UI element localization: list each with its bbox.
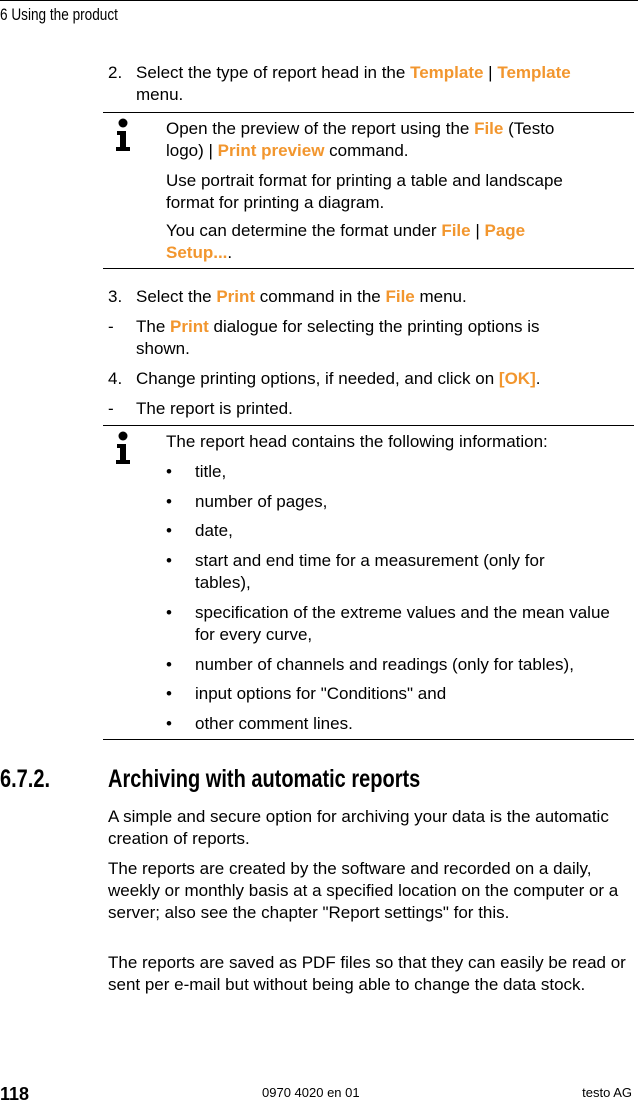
company-name: testo AG — [582, 1085, 632, 1100]
menu-template: Template — [410, 63, 484, 82]
note-rule-bottom — [103, 268, 634, 269]
info-icon — [113, 118, 133, 152]
menu-file: File — [441, 221, 471, 240]
info-icon — [113, 431, 133, 465]
step-text: Select the type of report head in the Template | Template menu. — [136, 63, 571, 104]
note-rule-bottom — [103, 739, 634, 740]
dialog-print: Print — [170, 317, 209, 336]
body-paragraph: The reports are saved as PDF files so that they can easily be read or sent per e-mail but without being able to change the data stock. — [108, 953, 626, 994]
menu-item-template: Template — [497, 63, 571, 82]
step-text: Change printing options, if needed, and click on [OK]. — [136, 369, 541, 388]
bullet: • — [166, 603, 172, 622]
note-intro: The report head contains the following information: — [166, 432, 548, 451]
chapter-header: 6 Using the product — [0, 5, 118, 24]
result-text: The report is printed. — [136, 399, 293, 418]
list-item: start and end time for a measurement (only for tables), — [195, 551, 545, 592]
note-text: Use portrait format for printing a table and landscape format for printing a diagram. — [166, 171, 563, 212]
result-dash: - — [108, 317, 114, 336]
body-paragraph: The reports are created by the software and recorded on a daily, weekly or monthly basis at a specified location on the computer or a server; also see the chapter "Report settings" for this. — [108, 859, 619, 922]
list-item: title, — [195, 462, 227, 481]
note-text: Open the preview of the report using the File (Testo logo) | Print preview command. — [166, 119, 555, 160]
menu-file: File — [385, 287, 415, 306]
bullet: • — [166, 521, 172, 540]
list-item: specification of the extreme values and the mean value for every curve, — [195, 603, 610, 644]
note-text: You can determine the format under File | Page Setup.... — [166, 221, 526, 262]
list-item: number of pages, — [195, 492, 328, 511]
list-item: number of channels and readings (only for tables), — [195, 655, 574, 674]
bullet: • — [166, 492, 172, 511]
list-item: other comment lines. — [195, 714, 353, 733]
result-text: The Print dialogue for selecting the printing options is shown. — [136, 317, 540, 358]
bullet: • — [166, 684, 172, 703]
header-rule — [0, 0, 638, 1]
note-rule-top — [103, 112, 634, 113]
bullet: • — [166, 714, 172, 733]
body-paragraph: A simple and secure option for archiving your data is the automatic creation of reports. — [108, 807, 609, 848]
section-title: Archiving with automatic reports — [108, 765, 421, 793]
step-text: Select the Print command in the File menu. — [136, 287, 467, 306]
result-dash: - — [108, 399, 114, 418]
bullet: • — [166, 462, 172, 481]
menu-file: File — [474, 119, 504, 138]
button-ok: [OK] — [498, 369, 536, 388]
document-number: 0970 4020 en 01 — [262, 1085, 360, 1100]
step-number: 3. — [108, 287, 123, 306]
menu-item-page-setup: Page — [484, 221, 526, 240]
menu-item-print-preview: Print preview — [217, 141, 325, 160]
bullet: • — [166, 551, 172, 570]
page-number: 118 — [0, 1084, 30, 1104]
list-item: date, — [195, 521, 233, 540]
list-item: input options for "Conditions" and — [195, 684, 447, 703]
bullet: • — [166, 655, 172, 674]
command-print: Print — [216, 287, 256, 306]
step-number: 2. — [108, 63, 123, 82]
step-number: 4. — [108, 369, 123, 388]
note-rule-top — [103, 425, 634, 426]
section-number: 6.7.2. — [0, 765, 51, 793]
